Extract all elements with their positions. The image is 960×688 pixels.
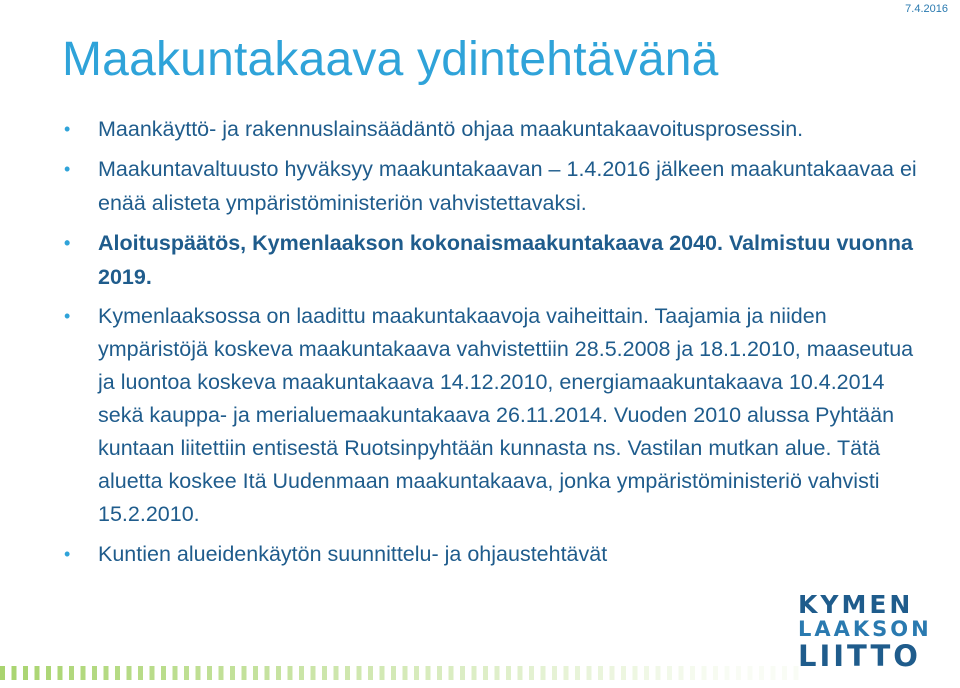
logo-line-1: KYMEN [798, 590, 914, 619]
stripe-mark [748, 666, 753, 680]
bullet-item [62, 537, 922, 571]
decorative-stripes [0, 666, 820, 680]
stripe-mark [610, 666, 615, 680]
stripe-mark [782, 666, 787, 680]
bullet-text: Maankäyttö- ja rakennuslainsäädäntö ohjaa maakuntakaavoitusprosessin. [98, 117, 804, 141]
bullet-item [62, 112, 922, 146]
bullet-item [62, 152, 922, 220]
stripe-mark [253, 666, 258, 680]
stripe-mark [357, 666, 362, 680]
stripe-mark [759, 666, 764, 680]
bullet-text: Maakuntavaltuusto hyväksyy maakuntakaavan – 1.4.2016 jälkeen maakuntakaavaa ei enää alisteta ympäristöministeriön vahvistettavaksi. [98, 157, 917, 215]
stripe-mark [414, 666, 419, 680]
stripe-mark [587, 666, 592, 680]
slide-date: 7.4.2016 [905, 3, 948, 15]
stripe-mark [575, 666, 580, 680]
stripe-mark [12, 666, 17, 680]
stripe-mark [736, 666, 741, 680]
stripe-mark [81, 666, 86, 680]
stripe-mark [621, 666, 626, 680]
logo-line-2: LAAKSON [798, 617, 932, 641]
bullet-text: Kymenlaaksossa on laadittu maakuntakaavoja vaiheittain. Taajamia ja niiden ympäristöjä koskeva maakuntakaava vahvistettiin 28.5.2008 ja 18.1.2010, maaseutua ja luontoa koskeva maakuntakaava 14.12.2010, energiamaakuntakaava 10.4.2014 sekä kauppa- ja merialuemaakuntakaava 26.11.2014. Vuoden 2010 alussa Pyhtään kuntaan liitettiin entisestä Ruotsinpyhtään kunnasta ns. Vastilan mutkan alue. Tätä aluetta koskee Itä Uudenmaan maakuntakaava, jonka ympäristöministeriö vahvisti 15.2.2010. [98, 304, 914, 526]
stripe-mark [702, 666, 707, 680]
stripe-mark [380, 666, 385, 680]
bullet-item [62, 226, 922, 294]
stripe-mark [138, 666, 143, 680]
stripe-mark [219, 666, 224, 680]
stripe-mark [265, 666, 270, 680]
stripe-mark [115, 666, 120, 680]
bullet-item [62, 300, 922, 531]
stripe-mark [633, 666, 638, 680]
stripe-mark [437, 666, 442, 680]
stripe-mark [725, 666, 730, 680]
stripe-mark [598, 666, 603, 680]
stripe-mark [173, 666, 178, 680]
stripe-mark [311, 666, 316, 680]
bullet-icon: • [64, 119, 71, 139]
stripe-mark [58, 666, 63, 680]
bullet-list [62, 112, 922, 571]
organization-logo [798, 591, 948, 672]
stripe-mark [403, 666, 408, 680]
stripe-mark [368, 666, 373, 680]
stripe-mark [35, 666, 40, 680]
stripe-mark [495, 666, 500, 680]
stripe-mark [230, 666, 235, 680]
bullet-icon: • [64, 159, 71, 179]
stripe-mark [391, 666, 396, 680]
slide-title: Maakuntakaava ydintehtävänä [62, 33, 719, 86]
stripe-mark [23, 666, 28, 680]
stripe-mark [690, 666, 695, 680]
stripe-mark [506, 666, 511, 680]
bullet-icon: • [64, 306, 71, 326]
stripe-mark [541, 666, 546, 680]
stripe-mark [472, 666, 477, 680]
bullet-icon: • [64, 544, 71, 564]
stripe-mark [69, 666, 74, 680]
stripe-mark [161, 666, 166, 680]
stripe-mark [322, 666, 327, 680]
stripe-mark [104, 666, 109, 680]
stripe-mark [426, 666, 431, 680]
stripe-mark [771, 666, 776, 680]
stripe-mark [518, 666, 523, 680]
stripe-mark [207, 666, 212, 680]
stripe-mark [196, 666, 201, 680]
stripe-mark [449, 666, 454, 680]
stripe-mark [345, 666, 350, 680]
stripe-mark [127, 666, 132, 680]
stripe-mark [483, 666, 488, 680]
stripe-mark [334, 666, 339, 680]
stripe-mark [92, 666, 97, 680]
stripe-mark [552, 666, 557, 680]
stripe-mark [529, 666, 534, 680]
stripe-mark [242, 666, 247, 680]
stripe-mark [713, 666, 718, 680]
stripe-mark [150, 666, 155, 680]
logo-line-3: LIITTO [798, 639, 921, 673]
bullet-text: Aloituspäätös, Kymenlaakson kokonaismaakuntakaava 2040. Valmistuu vuonna 2019. [98, 231, 913, 289]
stripe-mark [460, 666, 465, 680]
stripe-mark [276, 666, 281, 680]
stripe-mark [656, 666, 661, 680]
stripe-mark [288, 666, 293, 680]
stripe-mark [679, 666, 684, 680]
bullet-text: Kuntien alueidenkäytön suunnittelu- ja ohjaustehtävät [98, 542, 608, 566]
stripe-mark [184, 666, 189, 680]
stripe-mark [46, 666, 51, 680]
stripe-mark [667, 666, 672, 680]
stripe-mark [299, 666, 304, 680]
stripe-mark [0, 666, 5, 680]
stripe-mark [564, 666, 569, 680]
stripe-mark [644, 666, 649, 680]
bullet-icon: • [64, 233, 71, 253]
